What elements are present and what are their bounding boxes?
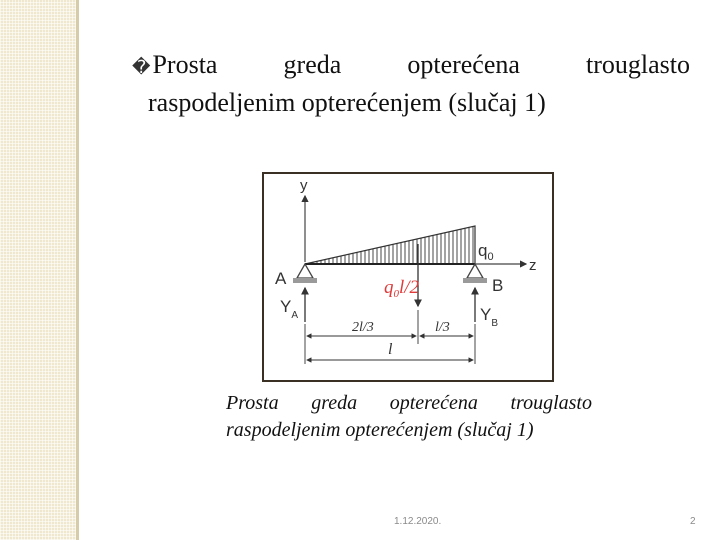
dimension-l3-label: l/3	[435, 320, 450, 335]
support-a-label: A	[275, 269, 287, 288]
caption-line-2: raspodeljenim opterećenjem (slučaj 1)	[226, 419, 534, 441]
title-first-word	[132, 50, 217, 80]
title-word: opterećena	[407, 50, 520, 79]
support-a-icon	[297, 264, 313, 278]
triangular-load-area	[305, 226, 475, 264]
caption-word: opterećena	[389, 392, 478, 414]
dimension-l-label: l	[388, 341, 393, 358]
slide-title-line-1	[132, 50, 690, 80]
beam-diagram-svg	[264, 174, 552, 380]
slide-number: 2	[690, 516, 696, 527]
title-word: greda	[283, 50, 342, 79]
caption-word: trouglasto	[510, 392, 592, 414]
sidebar-divider	[76, 0, 79, 540]
support-b-base	[463, 278, 487, 283]
caption-word: Prosta	[226, 392, 279, 414]
z-axis-label: z	[529, 257, 537, 274]
support-b-label: B	[492, 276, 504, 295]
resultant-force-label: $q_0l/2$	[384, 277, 420, 300]
figure-caption	[226, 390, 592, 444]
footer-date: 1.12.2020.	[394, 516, 442, 527]
q0-label: $q_0$	[478, 241, 494, 263]
support-b-icon	[467, 264, 483, 278]
slide-title-line-2: raspodeljenim opterećenjem (slučaj 1)	[148, 88, 546, 117]
caption-line-1	[226, 390, 592, 417]
y-axis-label: y	[300, 177, 308, 194]
title-word: trouglasto	[586, 50, 690, 79]
caption-word: greda	[311, 392, 358, 414]
reaction-b-label: $Y_B$	[480, 305, 499, 329]
decorative-sidebar	[0, 0, 76, 540]
dimension-2l3-label: 2l/3	[352, 320, 374, 335]
reaction-a-label: $Y_A$	[280, 297, 299, 321]
title-word: Prosta	[152, 50, 218, 79]
support-a-base	[293, 278, 317, 283]
beam-diagram	[262, 172, 554, 382]
bullet-icon: �	[132, 57, 151, 78]
